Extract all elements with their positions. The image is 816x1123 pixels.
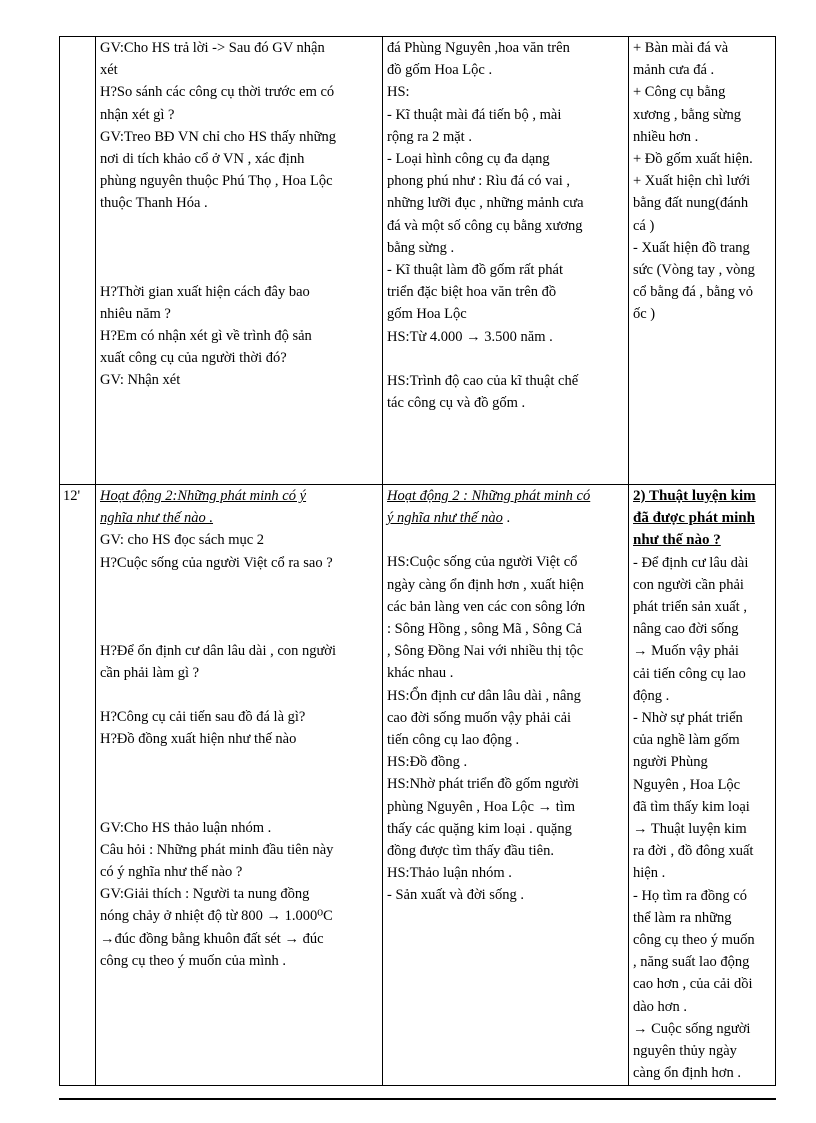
section-heading: như thế nào ? xyxy=(633,532,721,549)
text-line: mảnh cưa đá . xyxy=(633,62,715,79)
text-line: nóng chảy ở nhiệt độ từ 800 → 1.000⁰C xyxy=(100,908,333,925)
text-line: cao đời sống muốn vậy phải cải xyxy=(387,709,572,726)
text-line: HS:Thảo luận nhóm . xyxy=(387,865,512,882)
text-line: xét xyxy=(100,62,118,79)
time-cell xyxy=(60,37,96,485)
teacher-activity-cell xyxy=(96,37,383,485)
text-line: H?Công cụ cải tiến sau đồ đá là gì? xyxy=(100,709,306,726)
text-line: - Xuất hiện đồ trang xyxy=(633,239,750,256)
text-line: nơi di tích khảo cổ ở VN , xác định xyxy=(100,151,305,168)
text-line: HS:Đồ đồng . xyxy=(387,754,468,771)
text-line: của nghề làm gốm xyxy=(633,732,740,749)
spacer xyxy=(387,348,624,370)
text-line: GV:Cho HS trả lời -> Sau đó GV nhận xyxy=(100,40,325,56)
spacer xyxy=(100,751,378,817)
heading-suffix: . xyxy=(502,510,511,527)
text-line: cải tiến công cụ lao xyxy=(633,665,746,682)
text-line: công cụ theo ý muốn của mình . xyxy=(100,952,287,969)
text-line: nhiêu năm ? xyxy=(100,305,171,322)
text-line: HS:Trình độ cao của kĩ thuật chế xyxy=(387,372,579,389)
text-line: phùng nguyên thuộc Phú Thọ , Hoa Lộc xyxy=(100,173,333,190)
teacher-activity-cell xyxy=(96,485,383,1086)
text-line: công cụ theo ý muốn xyxy=(633,932,755,949)
text-line: nhận xét gì ? xyxy=(100,106,175,123)
text-line: H?Thời gian xuất hiện cách đây bao xyxy=(100,283,310,300)
text-line: - Kĩ thuật làm đồ gốm rất phát xyxy=(387,262,563,279)
text-line: → Thuật luyện kim xyxy=(633,821,747,838)
text-line: thuộc Thanh Hóa . xyxy=(100,195,208,212)
text-line: H?Đồ đồng xuất hiện như thế nào xyxy=(100,731,297,748)
text-line: đã tìm thấy kim loại xyxy=(633,798,750,815)
activity-heading: Hoạt động 2:Những phát minh có ý xyxy=(100,488,307,504)
activity-heading: Hoạt động 2 : Những phát minh có xyxy=(387,488,591,504)
text-line: xương , bằng sừng xyxy=(633,106,741,123)
spacer xyxy=(100,684,378,706)
text-line: bằng đất nung(đánh xyxy=(633,195,749,212)
text-line: GV: cho HS đọc sách mục 2 xyxy=(100,532,265,549)
text-line: - Họ tìm ra đồng có xyxy=(633,887,747,904)
text-line: phát triển sản xuất , xyxy=(633,599,747,616)
text-line: người Phùng xyxy=(633,754,708,771)
text-line: đồng được tìm thấy đầu tiên. xyxy=(387,843,554,860)
text-line: - Để định cư lâu dài xyxy=(633,554,749,571)
section-heading: 2) Thuật luyện kim xyxy=(633,488,756,504)
text-line: đá Phùng Nguyên ,hoa văn trên xyxy=(387,40,570,56)
text-line: đồ gốm Hoa Lộc . xyxy=(387,62,493,79)
text-line: HS:Nhờ phát triển đồ gốm người xyxy=(387,776,579,793)
text-line: →đúc đồng bằng khuôn đất sét → đúc xyxy=(100,930,324,947)
text-line: HS:Từ 4.000 → 3.500 năm . xyxy=(387,328,553,345)
spacer xyxy=(387,529,624,551)
text-line: + Đồ gốm xuất hiện. xyxy=(633,151,753,168)
text-line: dào hơn . xyxy=(633,998,687,1015)
section-heading: đã được phát minh xyxy=(633,510,755,527)
text-line: → Muốn vậy phải xyxy=(633,643,739,660)
text-line: nguyên thủy ngày xyxy=(633,1043,737,1060)
text-line: ngày càng ổn định hơn , xuất hiện xyxy=(387,576,584,593)
text-line: có ý nghĩa như thế nào ? xyxy=(100,864,243,881)
text-line: GV:Treo BĐ VN chỉ cho HS thấy những xyxy=(100,128,336,145)
text-line: : Sông Hồng , sông Mã , Sông Cả xyxy=(387,621,582,638)
text-line: phùng Nguyên , Hoa Lộc → tìm xyxy=(387,798,576,815)
text-line: GV: Nhận xét xyxy=(100,372,181,389)
spacer xyxy=(100,215,378,281)
time-text: 12' xyxy=(63,488,81,504)
text-line: H?Em có nhận xét gì về trình độ sản xyxy=(100,328,312,345)
text-line: thấy các quặng kim loại . quặng xyxy=(387,820,572,837)
text-line: nâng cao đời sống xyxy=(633,621,739,638)
text-line: + Xuất hiện chì lưới xyxy=(633,173,751,190)
text-line: càng ổn định hơn . xyxy=(633,1065,741,1082)
text-line: tiến công cụ lao động . xyxy=(387,732,520,749)
text-line: - Nhờ sự phát triển xyxy=(633,710,743,727)
text-line: ra đời , đồ đông xuất xyxy=(633,843,754,860)
text-line: con người cần phải xyxy=(633,576,744,593)
text-line: - Sản xuất và đời sống . xyxy=(387,887,524,904)
table-row xyxy=(60,37,776,485)
text-line: bằng sừng . xyxy=(387,239,455,256)
text-line: những lưỡi đục , những mảnh cưa xyxy=(387,195,584,212)
activity-heading-line xyxy=(387,507,624,529)
text-line: tác công cụ và đồ gốm . xyxy=(387,395,526,412)
text-line: cần phải làm gì ? xyxy=(100,665,200,682)
text-line: GV:Cho HS thảo luận nhóm . xyxy=(100,819,272,836)
text-line: hiện . xyxy=(633,865,666,882)
text-line: Nguyên , Hoa Lộc xyxy=(633,776,741,793)
text-line: H?Để ổn định cư dân lâu dài , con người xyxy=(100,642,336,659)
text-line: - Loại hình công cụ đa dạng xyxy=(387,151,550,168)
time-cell xyxy=(60,485,96,1086)
text-line: động . xyxy=(633,687,670,704)
text-line: + Bàn mài đá và xyxy=(633,40,729,56)
text-line: cao hơn , của cải dồi xyxy=(633,976,753,993)
activity-heading-line xyxy=(387,485,624,507)
text-line: GV:Giải thích : Người ta nung đồng xyxy=(100,886,310,903)
text-line: HS: xyxy=(387,84,410,101)
text-line: các bản làng ven các con sông lớn xyxy=(387,598,586,615)
table-row xyxy=(60,485,776,1086)
content-cell xyxy=(629,37,776,485)
lesson-table xyxy=(59,36,776,1086)
content-cell xyxy=(629,485,776,1086)
text-line: nhiều hơn . xyxy=(633,128,699,145)
text-line: rộng ra 2 mặt . xyxy=(387,128,472,145)
text-line: sức (Vòng tay , vòng xyxy=(633,262,755,279)
text-line: - Kĩ thuật mài đá tiến bộ , mài xyxy=(387,106,562,123)
text-line: HS:Ổn định cư dân lâu dài , nâng xyxy=(387,687,581,704)
text-line: phong phú như : Rìu đá có vai , xyxy=(387,173,571,190)
text-line: xuất công cụ của người thời đó? xyxy=(100,350,287,367)
text-line: cổ bằng đá , bằng vỏ xyxy=(633,284,753,301)
student-activity-cell xyxy=(383,485,629,1086)
text-line: H?So sánh các công cụ thời trước em có xyxy=(100,84,335,101)
activity-heading: ý nghĩa như thế nào xyxy=(387,510,503,527)
text-line: khác nhau . xyxy=(387,665,454,682)
text-line: → Cuộc sống người xyxy=(633,1020,751,1037)
text-line: đá và một số công cụ bằng xương xyxy=(387,217,583,234)
student-activity-cell xyxy=(383,37,629,485)
text-line: , năng suất lao động xyxy=(633,954,750,971)
bottom-rule xyxy=(59,1098,776,1100)
text-line: H?Cuộc sống của người Việt cổ ra sao ? xyxy=(100,554,333,571)
text-line: Câu hỏi : Những phát minh đầu tiên này xyxy=(100,841,334,858)
text-line: ốc ) xyxy=(633,306,656,323)
spacer xyxy=(100,574,378,640)
text-line: thể làm ra những xyxy=(633,909,732,926)
text-line: gốm Hoa Lộc xyxy=(387,306,467,323)
text-line: HS:Cuộc sống của người Việt cổ xyxy=(387,554,578,571)
text-line: cá ) xyxy=(633,217,655,234)
text-line: + Công cụ bằng xyxy=(633,84,726,101)
activity-heading: nghĩa như thế nào . xyxy=(100,510,214,527)
text-line: , Sông Đồng Nai với nhiều thị tộc xyxy=(387,643,584,660)
text-line: triển đặc biệt hoa văn trên đồ xyxy=(387,284,557,301)
